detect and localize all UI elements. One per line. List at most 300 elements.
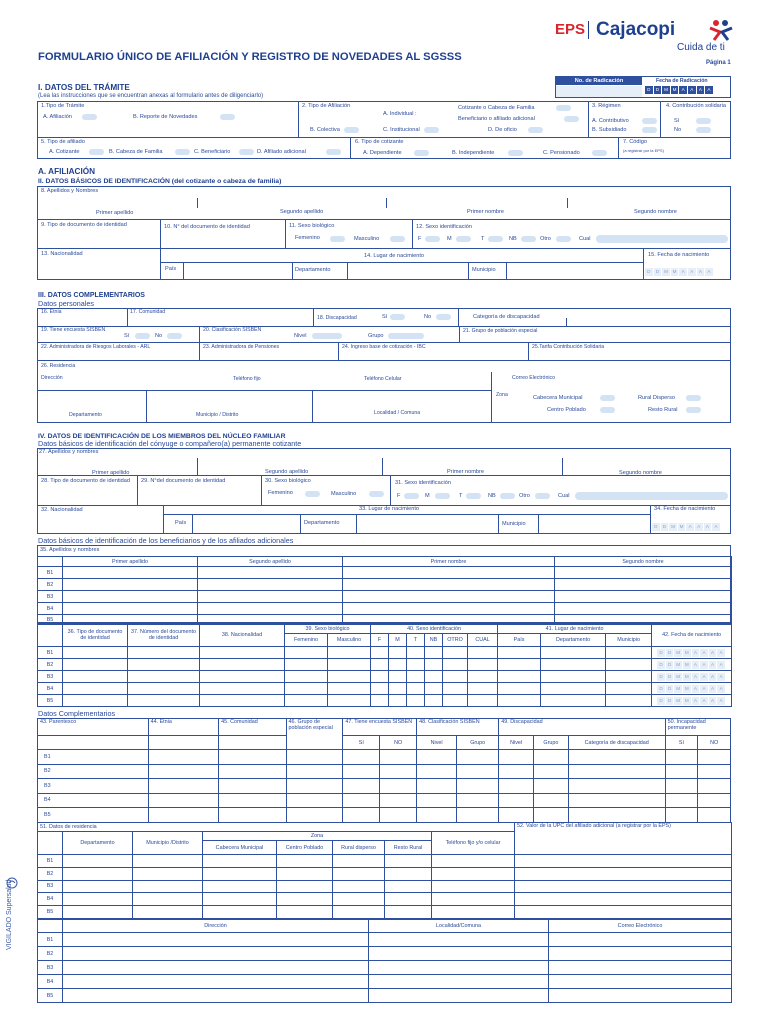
table-row[interactable] [38,947,732,961]
table-row[interactable] [38,567,732,579]
table-cell[interactable]: D D M M A A A A [652,695,732,707]
table-row[interactable] [38,961,732,975]
table-cell[interactable] [219,764,286,779]
table-cell[interactable] [534,764,569,779]
table-cell[interactable] [63,647,128,659]
table-row[interactable] [38,683,732,695]
conyuge-otro-checkbox[interactable] [535,493,550,499]
table-cell[interactable] [148,779,219,794]
option-centro-poblado: Centro Poblado [547,407,586,413]
table-cell[interactable] [468,647,498,659]
table-cell[interactable] [432,906,515,919]
divider [285,219,286,248]
table-cell[interactable] [328,659,371,671]
table-cell[interactable] [369,975,549,989]
table-cell[interactable] [203,867,277,880]
table-cell[interactable] [385,867,432,880]
table-cell[interactable] [286,793,343,808]
divider [37,326,731,327]
colectiva-checkbox[interactable] [344,127,359,133]
table-cell[interactable] [515,855,732,868]
table-cell[interactable] [371,659,389,671]
table-cell[interactable] [380,750,417,765]
table-cell[interactable] [549,961,732,975]
table-cell[interactable] [385,880,432,893]
table-cell[interactable] [534,793,569,808]
table-cell[interactable] [432,893,515,906]
table-cell[interactable] [515,867,732,880]
divider [183,262,184,280]
table-cell[interactable] [128,695,200,707]
table-cell[interactable] [203,880,277,893]
table-cell[interactable] [549,975,732,989]
fecha-nacimiento-cells[interactable]: D D M M A A A A [645,268,714,276]
divider [566,318,567,326]
divider [567,198,568,208]
rural-disperso-checkbox[interactable] [686,395,701,401]
table-cell[interactable] [380,779,417,794]
table-cell[interactable] [541,695,606,707]
table-cell[interactable] [417,808,457,823]
cajacopi-logo-icon [708,18,734,42]
col-departamento: Departamento [63,832,133,855]
table-cell[interactable] [425,695,443,707]
table-cell[interactable] [698,764,731,779]
table-row[interactable] [38,989,732,1003]
table-cell[interactable] [443,695,468,707]
discapacidad-no-checkbox[interactable] [436,314,451,320]
row-label: B5 [38,989,63,1003]
table-cell[interactable] [63,893,133,906]
table-cell[interactable] [568,779,665,794]
table-cell[interactable] [443,671,468,683]
table-cell[interactable] [389,695,407,707]
table-cell[interactable] [407,647,425,659]
table-cell[interactable] [443,647,468,659]
divider [588,101,589,137]
cabeza-familia-checkbox[interactable] [175,149,190,155]
table-cell[interactable] [200,659,285,671]
table-cell[interactable] [549,933,732,947]
table-cell[interactable] [498,695,541,707]
table-cell[interactable] [333,893,385,906]
table-cell[interactable] [371,671,389,683]
table-cell[interactable] [133,893,203,906]
table-cell[interactable] [148,764,219,779]
conyuge-t-checkbox[interactable] [466,493,481,499]
table-cell[interactable] [541,647,606,659]
contribucion-no-checkbox[interactable] [696,127,711,133]
table-cell[interactable] [333,867,385,880]
resto-rural-checkbox[interactable] [686,407,701,413]
subsidiado-checkbox[interactable] [642,127,657,133]
table-cell[interactable]: D D M M A A A A [652,683,732,695]
table-cell[interactable] [606,695,652,707]
cotizante-cabeza-checkbox[interactable] [556,105,571,111]
option-t: T [459,493,463,499]
table-cell[interactable] [385,893,432,906]
sexo-nb-checkbox[interactable] [521,236,536,242]
de-oficio-checkbox[interactable] [528,127,543,133]
table-cell[interactable] [417,764,457,779]
table-cell[interactable] [63,933,369,947]
option-dependiente: A. Dependiente [363,150,402,156]
table-cell[interactable] [343,764,380,779]
table-cell[interactable]: D D M M A A A A [652,671,732,683]
row-label: B2 [38,659,63,671]
divider [562,458,563,475]
table-cell[interactable] [698,808,731,823]
table-cell[interactable] [515,893,732,906]
table-cell[interactable] [698,793,731,808]
row-label: B3 [38,961,63,975]
table-cell[interactable] [498,659,541,671]
table-cell[interactable] [432,855,515,868]
table-row[interactable] [38,671,732,683]
table-cell[interactable] [568,808,665,823]
table-cell[interactable] [606,671,652,683]
table-cell[interactable] [515,880,732,893]
contributivo-checkbox[interactable] [642,118,657,124]
table-cell[interactable] [385,855,432,868]
sexo-f-checkbox[interactable] [425,236,440,242]
table-cell[interactable] [380,764,417,779]
table-cell[interactable] [63,961,369,975]
table-cell[interactable] [499,808,534,823]
table-cell[interactable] [468,671,498,683]
label-pais: País [165,266,177,272]
table-row[interactable] [38,779,731,794]
col-cual: CUAL [468,634,498,647]
cotizante-checkbox[interactable] [89,149,104,155]
table-cell[interactable] [568,764,665,779]
table-cell[interactable] [63,880,133,893]
institucional-checkbox[interactable] [424,127,439,133]
table-cell[interactable] [407,659,425,671]
table-row[interactable] [38,591,732,603]
table-cell[interactable] [389,683,407,695]
option-si: Sí [124,333,130,339]
table-cell[interactable] [63,906,133,919]
table-cell[interactable] [457,764,499,779]
table-cell[interactable] [277,880,333,893]
table-cell[interactable] [219,808,286,823]
table-row[interactable] [38,750,731,765]
label-direccion: Dirección [41,375,63,381]
table-cell[interactable] [432,867,515,880]
table-cell[interactable] [457,808,499,823]
supersalud-logo-icon [6,876,18,890]
table-row[interactable] [38,906,732,919]
table-cell[interactable] [63,855,133,868]
table-cell[interactable] [380,793,417,808]
col-etnia: 44. Etnia [148,719,219,736]
col-clasificacion-sisben: 48. Clasificación SISBÉN [417,719,499,736]
table-cell[interactable] [698,750,731,765]
label-pais: País [175,520,187,526]
table-cell[interactable] [549,947,732,961]
table-cell[interactable] [407,695,425,707]
table-cell[interactable] [515,906,732,919]
conyuge-f-checkbox[interactable] [404,493,419,499]
table-cell[interactable] [534,779,569,794]
afiliado-adicional-checkbox[interactable] [326,149,341,155]
col-lugar-nacimiento: 41. Lugar de nacimiento [498,624,652,634]
dependiente-checkbox[interactable] [414,150,429,156]
table-cell[interactable] [425,659,443,671]
section-datos-basicos-title: II. DATOS BÁSICOS DE IDENTIFICACIÓN (del cotizante o cabeza de familia) [38,178,282,185]
table-cell[interactable] [328,683,371,695]
table-cell[interactable] [285,671,328,683]
conyuge-masculino-checkbox[interactable] [369,491,384,497]
table-cell[interactable] [219,793,286,808]
table-cell[interactable] [417,750,457,765]
table-cell[interactable] [468,659,498,671]
table-cell[interactable] [369,989,549,1003]
centro-poblado-checkbox[interactable] [600,407,615,413]
table-cell[interactable] [498,683,541,695]
table-cell[interactable] [606,647,652,659]
table-row[interactable] [38,695,732,707]
table-cell[interactable] [203,855,277,868]
option-si: Sí [382,314,388,320]
table-cell[interactable] [417,793,457,808]
table-cell[interactable] [333,906,385,919]
table-cell[interactable] [698,779,731,794]
contribucion-si-checkbox[interactable] [696,118,711,124]
table-cell[interactable] [285,659,328,671]
table-cell[interactable] [277,855,333,868]
divider [197,458,198,475]
table-cell[interactable] [425,671,443,683]
table-cell[interactable] [425,647,443,659]
table-cell[interactable] [541,671,606,683]
table-cell[interactable] [389,647,407,659]
table-cell[interactable] [128,671,200,683]
table-cell[interactable] [468,695,498,707]
table-row[interactable] [38,808,731,823]
nivel-input[interactable] [312,333,342,339]
conyuge-femenino-checkbox[interactable] [305,491,320,497]
masculino-checkbox[interactable] [390,236,405,242]
table-row[interactable] [38,647,732,659]
table-cell[interactable] [457,779,499,794]
table-cell[interactable] [219,779,286,794]
field-sexo-biologico: 11. Sexo biológico [289,223,335,229]
table-row[interactable] [38,659,732,671]
table-cell[interactable] [328,671,371,683]
table-cell[interactable] [665,764,698,779]
reporte-novedades-checkbox[interactable] [220,114,235,120]
row-label: B4 [38,683,63,695]
table-cell[interactable] [499,779,534,794]
table-cell[interactable] [285,695,328,707]
table-row[interactable] [38,855,732,868]
table-cell[interactable] [285,647,328,659]
table-cell[interactable] [63,659,128,671]
col-correo: Correo Electrónico [549,920,732,933]
table-cell[interactable] [369,933,549,947]
table-cell[interactable] [499,750,534,765]
divider [160,248,161,280]
table-cell[interactable] [389,659,407,671]
table-cell[interactable] [606,659,652,671]
table-cell[interactable] [499,764,534,779]
table-cell[interactable] [148,808,219,823]
table-cell[interactable] [371,695,389,707]
table-cell[interactable] [200,695,285,707]
table-cell[interactable] [417,779,457,794]
femenino-checkbox[interactable] [330,236,345,242]
col-grupo-poblacion: 46. Grupo de población especial [286,719,343,750]
table-cell[interactable] [665,750,698,765]
table-cell[interactable] [541,683,606,695]
table-cell[interactable] [380,808,417,823]
table-cell[interactable] [277,893,333,906]
table-row[interactable] [38,793,731,808]
table-cell[interactable] [277,906,333,919]
table-row[interactable] [38,603,732,615]
table-cell[interactable] [328,647,371,659]
beneficiario-adicional-checkbox[interactable] [564,116,579,122]
table-cell[interactable] [286,779,343,794]
table-cell[interactable] [133,867,203,880]
table-cell[interactable] [665,779,698,794]
table-cell[interactable] [203,906,277,919]
table-cell[interactable] [286,808,343,823]
table-cell[interactable] [443,659,468,671]
conyuge-nb-checkbox[interactable] [500,493,515,499]
table-row[interactable] [38,880,732,893]
table-cell[interactable] [63,867,133,880]
table-cell[interactable]: D D M M A A A A [652,659,732,671]
table-cell[interactable] [63,989,369,1003]
table-cell[interactable] [133,855,203,868]
table-cell[interactable] [369,947,549,961]
sexo-otro-checkbox[interactable] [556,236,571,242]
table-cell[interactable] [407,671,425,683]
table-row[interactable] [38,764,731,779]
independiente-checkbox[interactable] [508,150,523,156]
table-cell[interactable] [200,671,285,683]
table-cell[interactable] [371,647,389,659]
table-cell[interactable] [568,750,665,765]
table-cell[interactable] [385,906,432,919]
table-cell[interactable] [328,695,371,707]
table-cell[interactable] [343,779,380,794]
table-cell[interactable] [133,906,203,919]
sexo-t-checkbox[interactable] [488,236,503,242]
table-cell[interactable] [63,671,128,683]
table-cell[interactable] [285,683,328,695]
sexo-cual-input[interactable] [596,235,728,243]
table-cell[interactable] [457,793,499,808]
table-cell[interactable] [343,750,380,765]
table-cell[interactable] [200,647,285,659]
option-nb: NB [509,236,517,242]
table-cell[interactable] [371,683,389,695]
table-cell[interactable] [286,764,343,779]
table-cell[interactable] [63,683,128,695]
table-cell[interactable] [333,855,385,868]
table-cell[interactable] [498,647,541,659]
table-cell[interactable] [665,808,698,823]
afiliacion-checkbox[interactable] [82,114,97,120]
label-segundo-apellido: Segundo apellido [265,469,309,475]
table-row[interactable] [38,893,732,906]
table-cell[interactable] [286,750,343,765]
sisben-no-checkbox[interactable] [167,333,182,339]
table-row[interactable] [38,933,732,947]
table-cell[interactable] [63,975,369,989]
table-cell[interactable] [534,750,569,765]
cabecera-checkbox[interactable] [600,395,615,401]
table-cell[interactable] [369,961,549,975]
table-cell[interactable] [498,671,541,683]
radicacion-input[interactable] [556,86,642,97]
table-cell[interactable] [203,893,277,906]
table-cell[interactable] [432,880,515,893]
table-cell[interactable] [499,793,534,808]
table-cell[interactable] [443,683,468,695]
pensionado-checkbox[interactable] [592,150,607,156]
table-cell[interactable] [148,750,219,765]
conyuge-fecha-cells[interactable]: D D M M A A A A [652,523,721,531]
table-cell[interactable] [549,989,732,1003]
grupo-input[interactable] [388,333,424,339]
sisben-si-checkbox[interactable] [135,333,150,339]
table-cell[interactable] [541,659,606,671]
table-cell[interactable] [200,683,285,695]
table-cell[interactable] [343,793,380,808]
table-cell[interactable] [665,793,698,808]
option-beneficiario-adicional: Beneficiario o afiliado adicional [458,116,535,122]
fecha-radicacion-cells[interactable]: D D M M A A A A [645,86,714,94]
table-cell[interactable] [534,808,569,823]
table-cell[interactable] [219,750,286,765]
table-cell[interactable] [468,683,498,695]
table-row[interactable] [38,975,732,989]
section-afiliacion-title: A. AFILIACIÓN [38,167,96,176]
table-cell[interactable] [128,659,200,671]
table-cell[interactable] [457,750,499,765]
table-cell[interactable] [128,683,200,695]
table-cell[interactable] [389,671,407,683]
table-cell[interactable] [133,880,203,893]
conyuge-cual-input[interactable] [575,492,728,500]
vigilado-supersalud-label: VIGILADO Supersalud [6,879,13,950]
table-cell[interactable] [148,793,219,808]
table-cell[interactable] [407,683,425,695]
discapacidad-si-checkbox[interactable] [390,314,405,320]
table-cell[interactable] [606,683,652,695]
table-row[interactable] [38,579,732,591]
table-row[interactable] [38,867,732,880]
table-cell[interactable] [568,793,665,808]
table-cell[interactable] [63,947,369,961]
table-cell[interactable]: D D M M A A A A [652,647,732,659]
beneficiario-checkbox[interactable] [239,149,254,155]
table-cell[interactable] [425,683,443,695]
table-cell[interactable] [63,695,128,707]
table-cell[interactable] [343,808,380,823]
col-nb: NB [425,634,443,647]
sexo-m-checkbox[interactable] [456,236,471,242]
table-cell[interactable] [128,647,200,659]
table-cell[interactable] [333,880,385,893]
table-cell[interactable] [277,867,333,880]
conyuge-m-checkbox[interactable] [435,493,450,499]
